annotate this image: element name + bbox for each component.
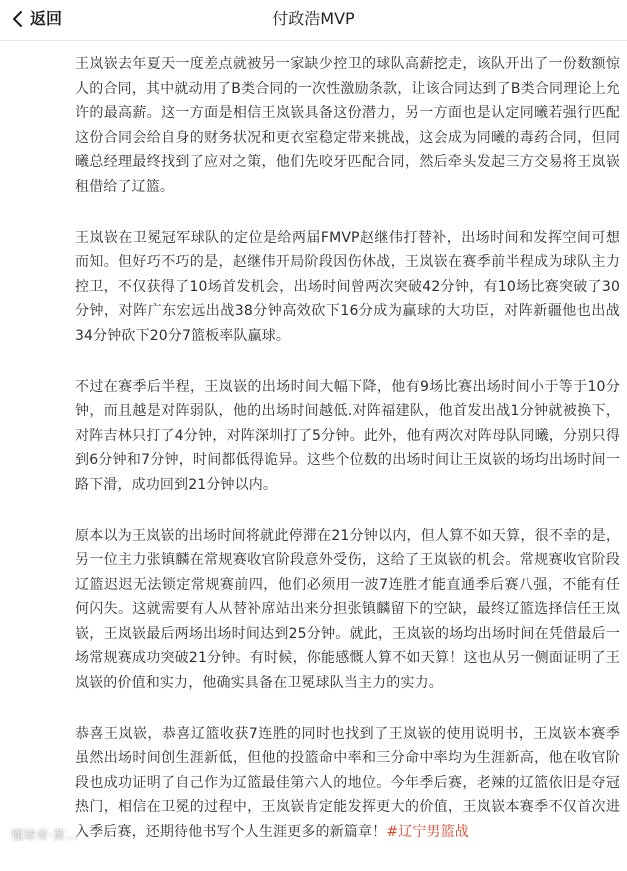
page-title: 付政浩MVP: [272, 9, 355, 28]
article-paragraph-2: 王岚嵚在卫冕冠军球队的定位是给两届FMVP赵继伟打替补，出场时间和发挥空间可想而知。但好巧不巧的是，赵继伟开局阶段因伤休战，王岚嵚在赛季前半程成为球队主力控卫，不仅获得了10场首发机会，出场时间曾两次突破42分钟，有10场比赛突破了30分钟，对阵广东宏远出战38分钟高效砍下16分成为赢球的大功臣，对阵新疆他也出战34分钟砍下20分7篮板率队赢球。: [75, 229, 620, 344]
article-body: [75, 52, 620, 871]
article-paragraph-5: [75, 722, 620, 845]
back-label: 返回: [30, 9, 63, 28]
article-paragraph-5-text: 恭喜王岚嵚，恭喜辽篮收获7连胜的同时也找到了王岚嵚的使用说明书，王岚嵚本赛季虽然出场时间创生涯新低，但他的投篮命中率和三分命中率均为生涯新高，他在收官阶段也成功证明了自己作为辽篮最佳第六人的地位。今年季后赛，老辣的辽篮依旧是夺冠热门，相信在卫冕的过程中，王岚嵚肯定能发挥更大的价值，王岚嵚本赛季不仅首次进入季后赛，还期待他书写个人生涯更多的新篇章！: [75, 725, 620, 841]
article-paragraph-1: 王岚嵚去年夏天一度差点就被另一家缺少控卫的球队高薪挖走，该队开出了一份数额惊人的合同，其中就动用了B类合同的一次性激励条款，让该合同达到了B类合同理论上允许的最高薪。这一方面是相信王岚嵚具备这份潜力，另一方面也是认定同曦若强行匹配这份合同会给自身的财务状况和更衣室稳定带来挑战，这会成为同曦的毒药合同，但同曦总经理最终找到了应对之策，他们先咬牙匹配合同，然后牵头发起三方交易将王岚嵚租借给了辽篮。: [75, 56, 620, 195]
hashtag-link[interactable]: #辽宁男篮战: [386, 824, 469, 841]
article-paragraph-3: 不过在赛季后半程，王岚嵚的出场时间大幅下降，他有9场比赛出场时间小于等于10分钟，而且越是对阵弱队，他的出场时间越低.对阵福建队，他首发出战1分钟就被换下，对阵吉林只打了4分钟，对阵深圳打了5分钟。此外，他有两次对阵母队同曦，分别只得到6分钟和7分钟，时间都低得诡异。这些个位数的出场时间让王岚嵚的场均出场时间一路下滑，成功回到21分钟以内。: [75, 378, 620, 493]
watermark: 懂球帝·黄...: [11, 828, 79, 842]
article-paragraph-4: 原本以为王岚嵚的出场时间将就此停滞在21分钟以内，但人算不如天算，很不幸的是，另一位主力张镇麟在常规赛收官阶段意外受伤，这给了王岚嵚的机会。常规赛收官阶段辽篮迟迟无法锁定常规赛前四，他们必须用一波7连胜才能直通季后赛八强，不能有任何闪失。这就需要有人从替补席站出来分担张镇麟留下的空缺，最终辽篮选择信任王岚嵚，王岚嵚最后两场出场时间达到25分钟。就此，王岚嵚的场均出场时间在凭借最后一场常规赛成功突破21分钟。有时候，你能感慨人算不如天算！这也从另一侧面证明了王岚嵚的价值和实力，他确实具备在卫冕球队当主力的实力。: [75, 527, 620, 692]
top-nav-bar: [0, 0, 627, 41]
